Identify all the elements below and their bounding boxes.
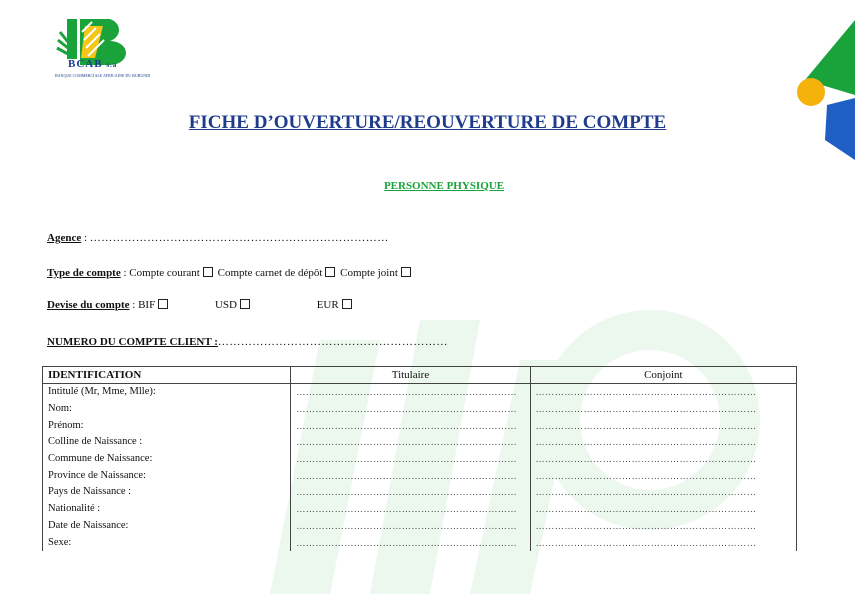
titulaire-field[interactable]: …………………………………………………………… bbox=[291, 434, 530, 451]
table-row bbox=[43, 484, 797, 501]
type-compte-line bbox=[47, 267, 413, 279]
table-header-row bbox=[43, 367, 797, 384]
option-compte-joint-label: Compte joint bbox=[340, 267, 398, 279]
agence-field[interactable]: …………………………………………………………………… bbox=[89, 232, 389, 244]
header-identification: IDENTIFICATION bbox=[43, 367, 291, 384]
type-compte-separator: : bbox=[120, 267, 130, 279]
numero-field[interactable]: …………………………………………………… bbox=[217, 336, 448, 348]
row-label: Pays de Naissance : bbox=[43, 484, 291, 501]
type-compte-label: Type de compte bbox=[47, 267, 121, 279]
conjoint-field[interactable]: …………………………………………………………… bbox=[530, 384, 796, 401]
logo-name: BCAB bbox=[68, 58, 103, 70]
titulaire-field[interactable]: …………………………………………………………… bbox=[291, 417, 530, 434]
logo-text bbox=[68, 58, 117, 70]
usd-checkbox[interactable] bbox=[240, 299, 250, 309]
row-label: Province de Naissance: bbox=[43, 467, 291, 484]
compte-carnet-checkbox[interactable] bbox=[325, 267, 335, 277]
option-compte-courant-label: Compte courant bbox=[129, 267, 200, 279]
row-label: Prénom: bbox=[43, 417, 291, 434]
agence-line bbox=[47, 232, 389, 244]
option-compte-carnet-label: Compte carnet de dépôt bbox=[217, 267, 323, 279]
titulaire-field[interactable]: …………………………………………………………… bbox=[291, 501, 530, 518]
identification-table bbox=[42, 366, 797, 551]
numero-line bbox=[47, 336, 448, 348]
conjoint-field[interactable]: …………………………………………………………… bbox=[530, 451, 796, 468]
conjoint-field[interactable]: …………………………………………………………… bbox=[530, 534, 796, 551]
bif-checkbox[interactable] bbox=[158, 299, 168, 309]
logo-suffix: s.a bbox=[106, 61, 118, 69]
row-label: Nationalité : bbox=[43, 501, 291, 518]
table-row bbox=[43, 534, 797, 551]
table-row bbox=[43, 417, 797, 434]
agence-label: Agence bbox=[47, 232, 82, 244]
numero-label: NUMERO DU COMPTE CLIENT : bbox=[47, 336, 218, 348]
option-usd-label: USD bbox=[214, 299, 237, 311]
titulaire-field[interactable]: …………………………………………………………… bbox=[291, 467, 530, 484]
conjoint-field[interactable]: …………………………………………………………… bbox=[530, 484, 796, 501]
titulaire-field[interactable]: …………………………………………………………… bbox=[291, 484, 530, 501]
row-label: Sexe: bbox=[43, 534, 291, 551]
devise-label: Devise du compte bbox=[47, 299, 130, 311]
header-conjoint: Conjoint bbox=[530, 367, 796, 384]
eur-checkbox[interactable] bbox=[342, 299, 352, 309]
header-titulaire: Titulaire bbox=[291, 367, 530, 384]
option-eur-label: EUR bbox=[316, 299, 339, 311]
agence-separator: : bbox=[81, 232, 90, 244]
titulaire-field[interactable]: …………………………………………………………… bbox=[291, 451, 530, 468]
option-bif-label: BIF bbox=[138, 299, 156, 311]
row-label: Colline de Naissance : bbox=[43, 434, 291, 451]
table-row bbox=[43, 384, 797, 401]
devise-separator: : bbox=[129, 299, 139, 311]
table-row bbox=[43, 451, 797, 468]
conjoint-field[interactable]: …………………………………………………………… bbox=[530, 467, 796, 484]
table-row bbox=[43, 467, 797, 484]
row-label: Intitulé (Mr, Mme, Mlle): bbox=[43, 384, 291, 401]
titulaire-field[interactable]: …………………………………………………………… bbox=[291, 401, 530, 418]
conjoint-field[interactable]: …………………………………………………………… bbox=[530, 417, 796, 434]
table-row bbox=[43, 434, 797, 451]
page-subtitle: PERSONNE PHYSIQUE bbox=[383, 180, 505, 192]
page-title: FICHE D’OUVERTURE/REOUVERTURE DE COMPTE bbox=[188, 112, 667, 133]
row-label: Date de Naissance: bbox=[43, 518, 291, 535]
conjoint-field[interactable]: …………………………………………………………… bbox=[530, 518, 796, 535]
table-row bbox=[43, 401, 797, 418]
devise-line bbox=[47, 299, 354, 311]
corner-decoration-icon bbox=[795, 20, 855, 160]
conjoint-field[interactable]: …………………………………………………………… bbox=[530, 501, 796, 518]
compte-joint-checkbox[interactable] bbox=[401, 267, 411, 277]
conjoint-field[interactable]: …………………………………………………………… bbox=[530, 401, 796, 418]
conjoint-field[interactable]: …………………………………………………………… bbox=[530, 434, 796, 451]
titulaire-field[interactable]: …………………………………………………………… bbox=[291, 384, 530, 401]
table-row bbox=[43, 501, 797, 518]
row-label: Nom: bbox=[43, 401, 291, 418]
compte-courant-checkbox[interactable] bbox=[203, 267, 213, 277]
logo-tagline: BANQUE COMMERCIALE AFRICAINE DU BURUNDI bbox=[55, 73, 151, 78]
row-label: Commune de Naissance: bbox=[43, 451, 291, 468]
titulaire-field[interactable]: …………………………………………………………… bbox=[291, 534, 530, 551]
titulaire-field[interactable]: …………………………………………………………… bbox=[291, 518, 530, 535]
table-row bbox=[43, 518, 797, 535]
